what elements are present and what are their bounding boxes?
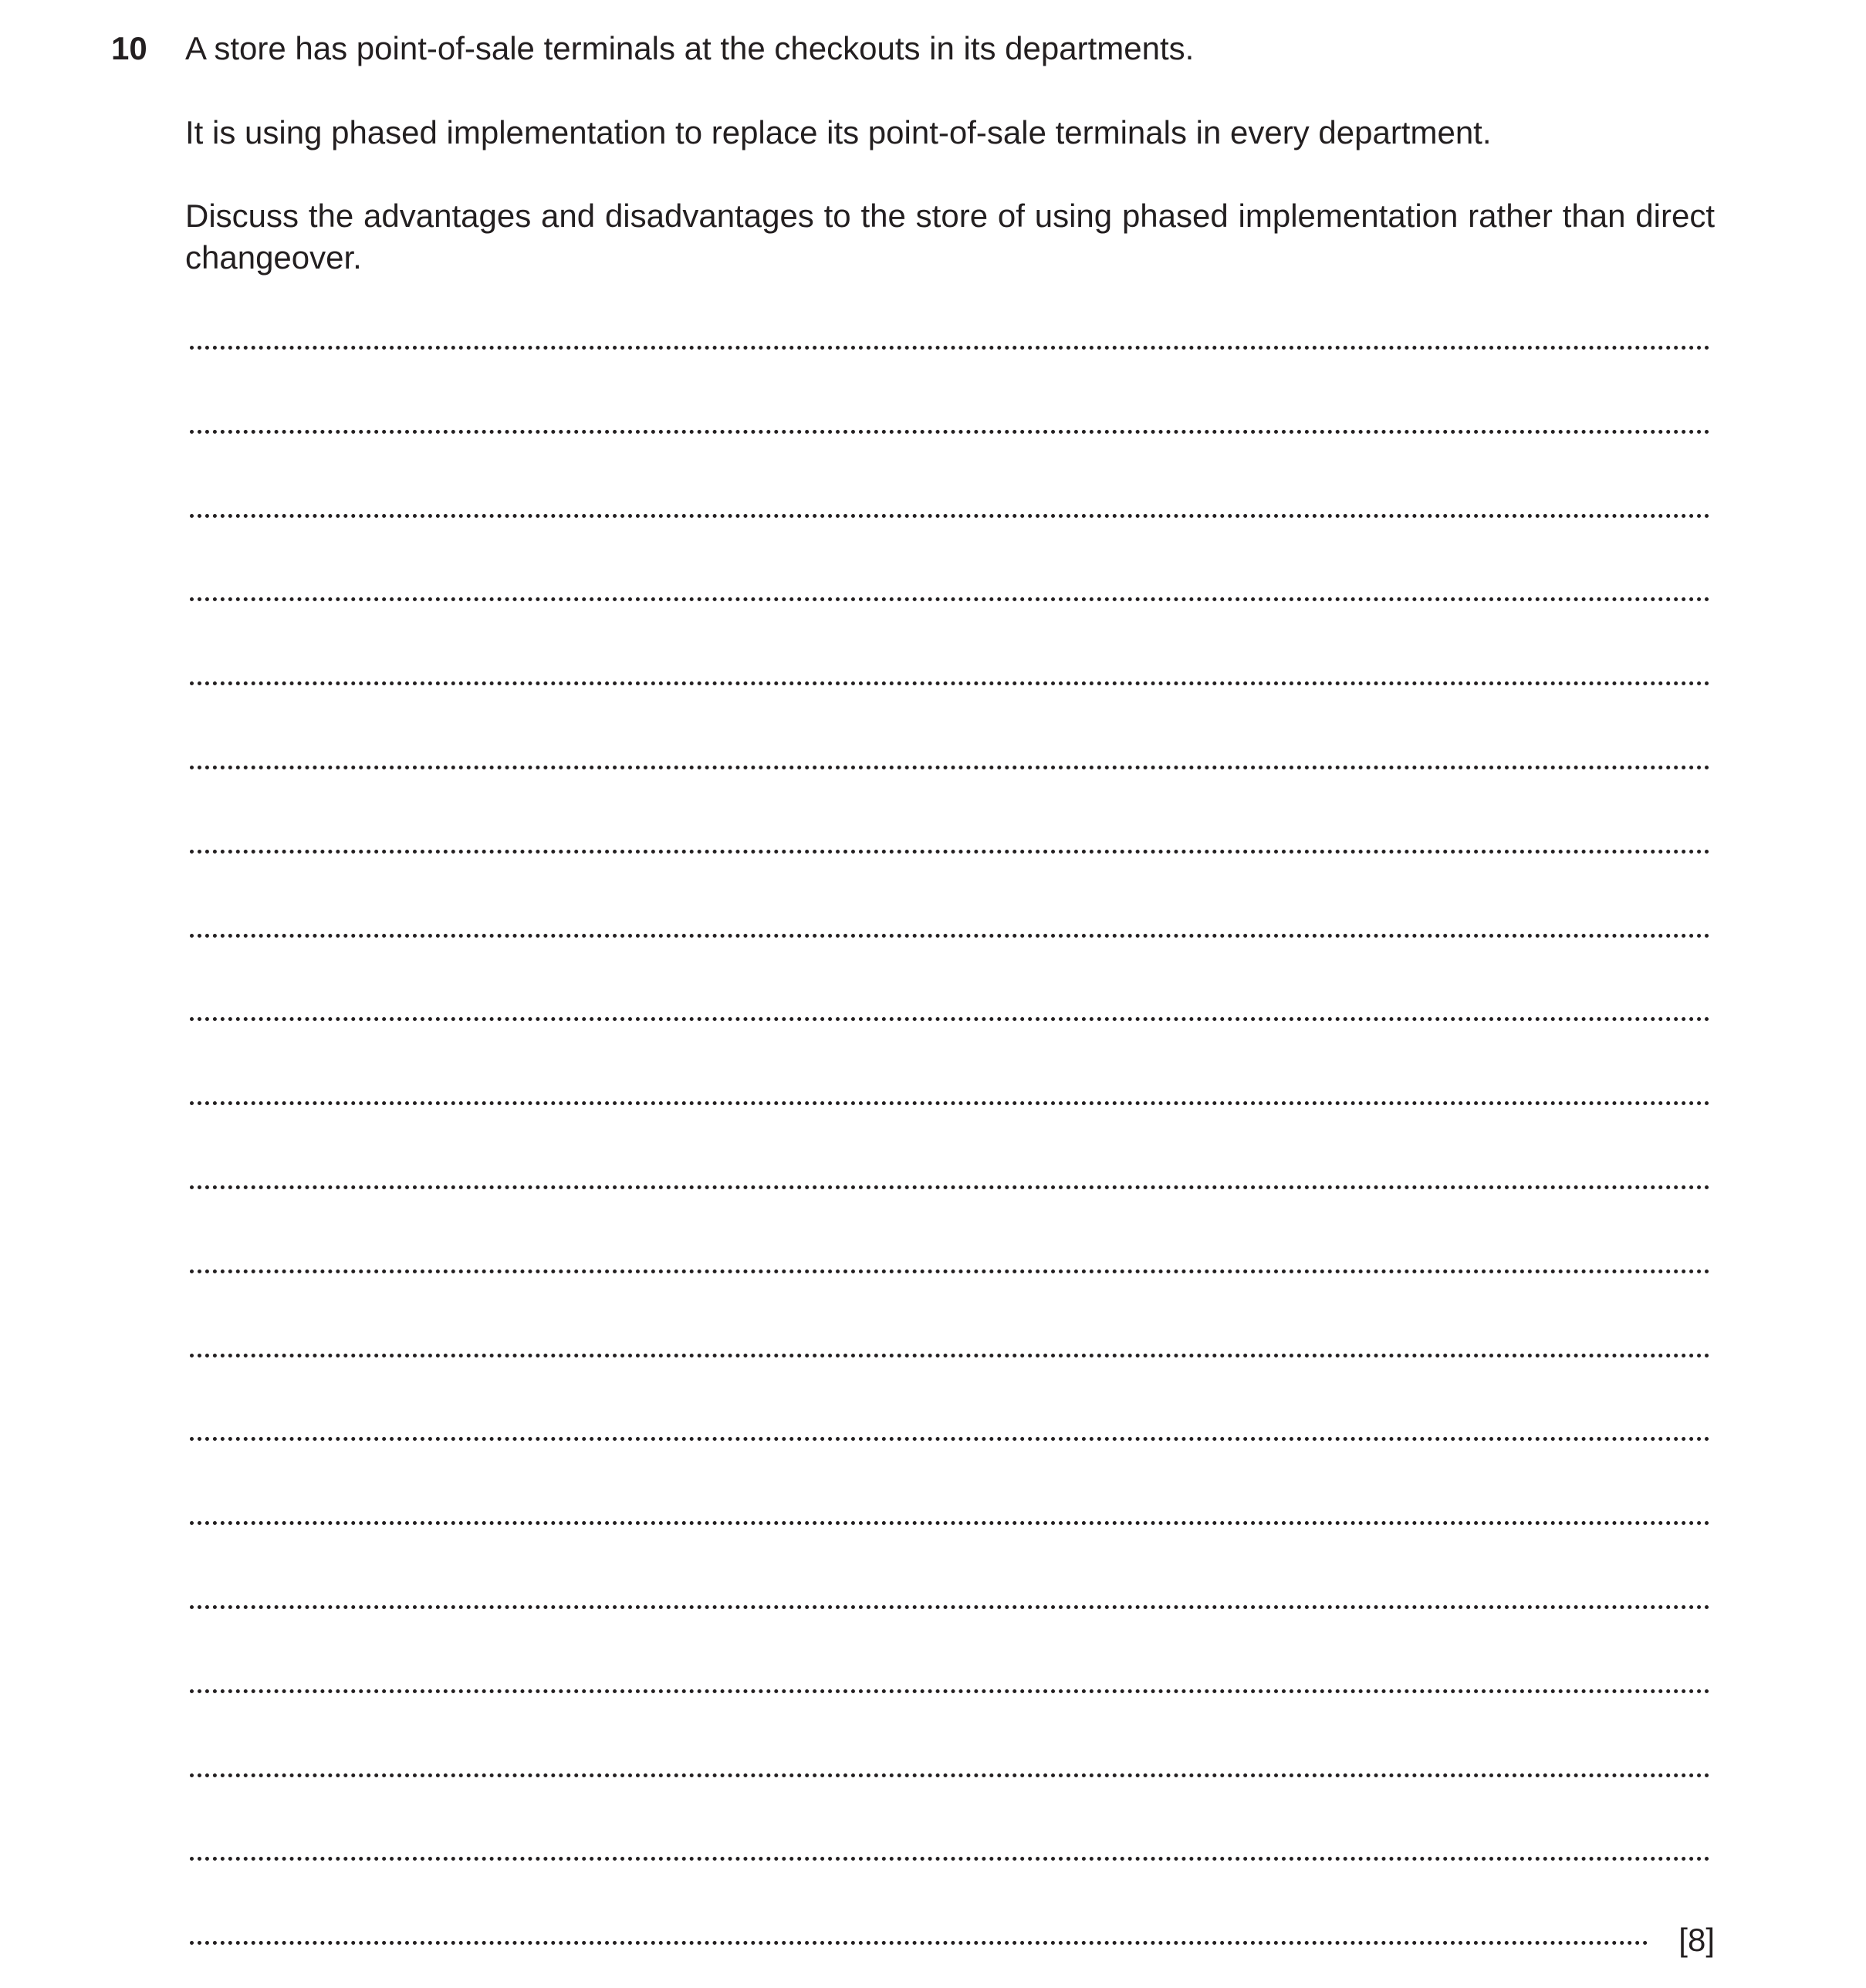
answer-line[interactable] [190, 430, 1710, 434]
answer-line[interactable] [190, 514, 1710, 518]
answer-line[interactable] [190, 681, 1710, 685]
answer-line[interactable] [190, 1101, 1710, 1105]
answer-line[interactable] [190, 1270, 1710, 1273]
answer-line[interactable] [190, 1017, 1710, 1021]
question-paragraph-2: It is using phased implementation to replace its point-of-sale terminals in every department. [185, 114, 1492, 150]
question-paragraph-3: Discuss the advantages and disadvantages to the store of using phased implementation rather than direct changeover. [185, 198, 1715, 276]
answer-line[interactable] [190, 597, 1710, 601]
answer-line[interactable] [190, 1521, 1710, 1525]
answer-line[interactable] [190, 1689, 1710, 1693]
marks-label: [8] [1678, 1922, 1715, 1958]
question-number: 10 [111, 30, 147, 66]
answer-line[interactable] [190, 346, 1710, 350]
answer-line[interactable] [190, 850, 1710, 854]
answer-line[interactable] [190, 1437, 1710, 1441]
answer-line[interactable] [190, 1354, 1710, 1357]
answer-line[interactable] [190, 1941, 1648, 1945]
answer-line[interactable] [190, 934, 1710, 938]
answer-line[interactable] [190, 1185, 1710, 1189]
answer-line[interactable] [190, 1857, 1710, 1861]
question-paragraph-1: A store has point-of-sale terminals at the checkouts in its departments. [185, 30, 1195, 66]
answer-line[interactable] [190, 1605, 1710, 1609]
answer-area[interactable] [190, 0, 1715, 1988]
answer-line[interactable] [190, 766, 1710, 769]
answer-line[interactable] [190, 1773, 1710, 1777]
